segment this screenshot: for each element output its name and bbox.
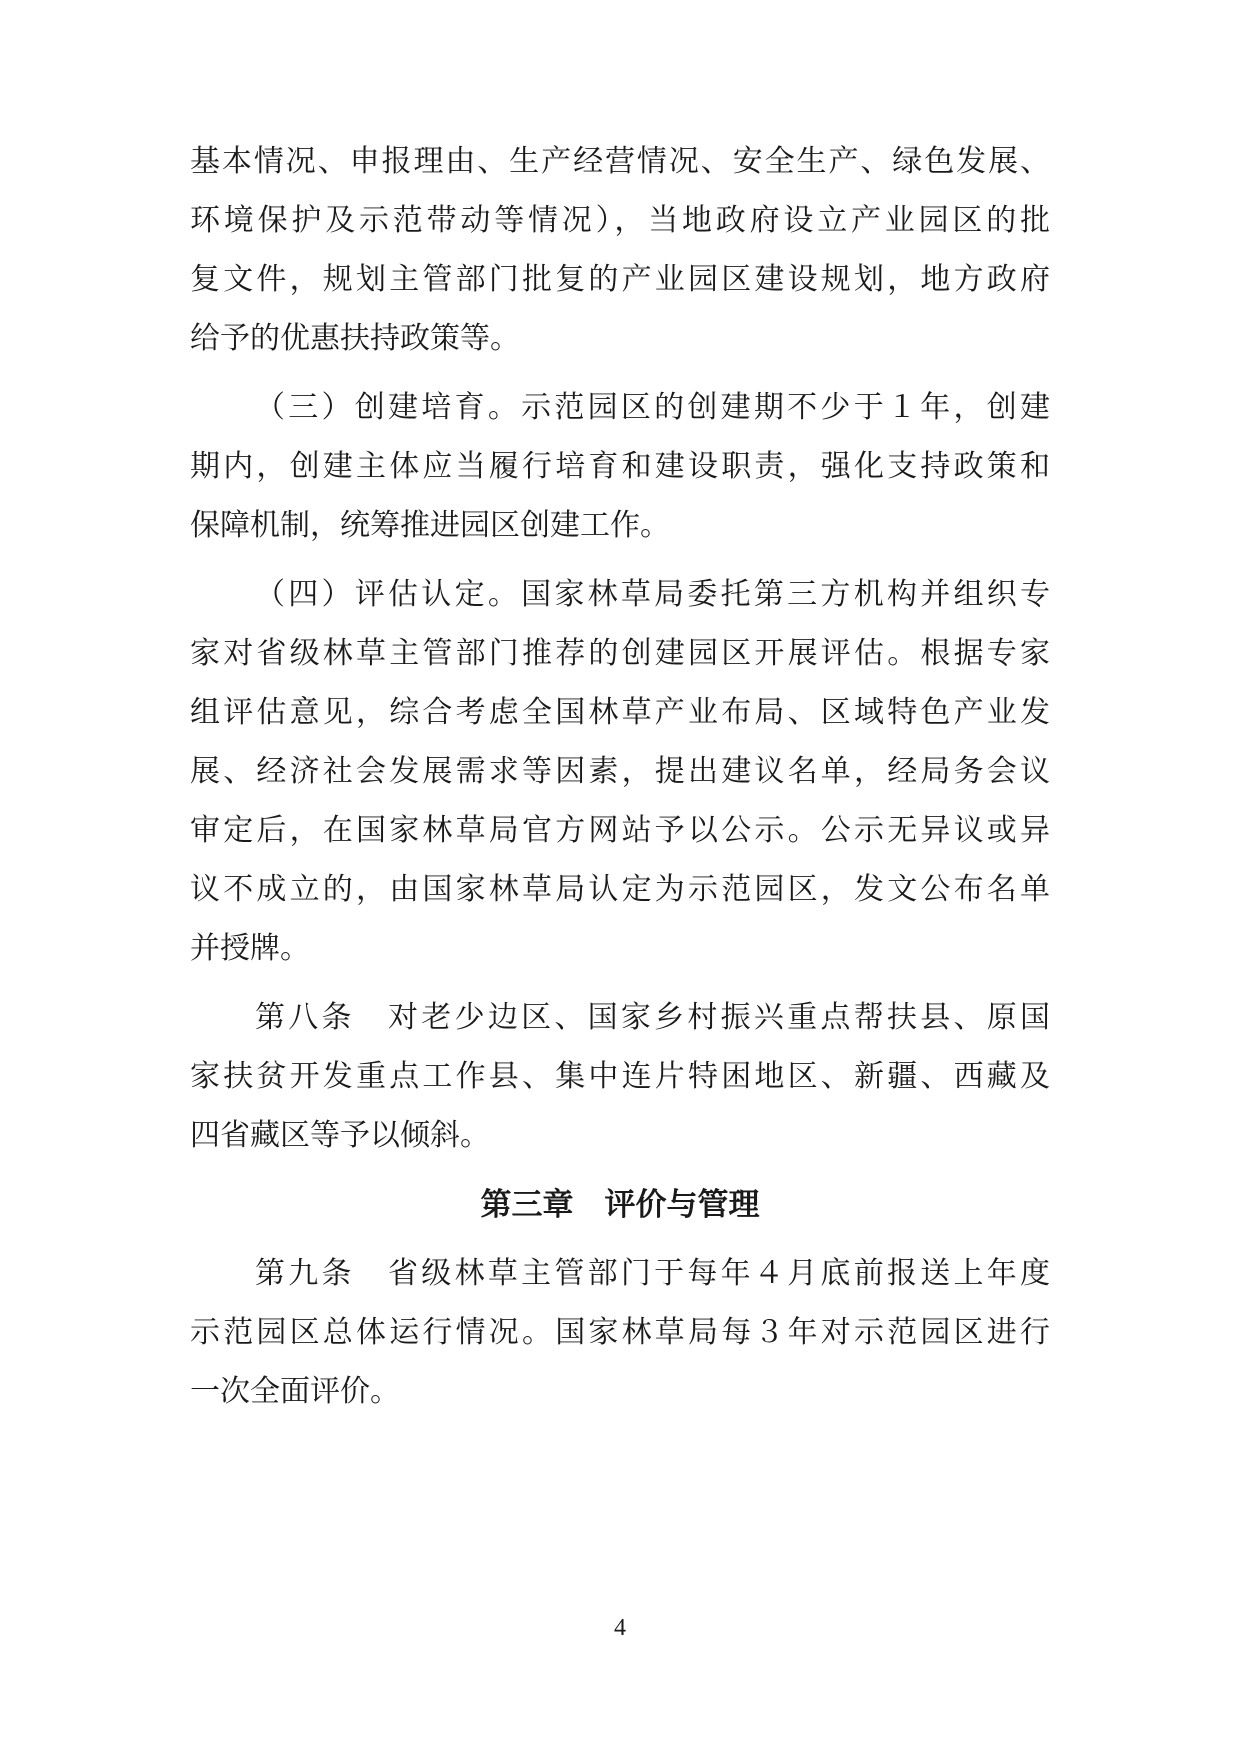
text-line: 并授牌。 [190, 931, 310, 966]
paragraph-first-line: （四）评估认定。国家林草局委托第三方机构并组织专 [255, 577, 1050, 612]
text-line: 组评估意见，综合考虑全国林草产业布局、区域特色产业发 [190, 695, 1050, 730]
text-line: 给予的优惠扶持政策等。 [190, 321, 520, 356]
text-line: 示范园区总体运行情况。国家林草局每３年对示范园区进行 [190, 1315, 1050, 1350]
text-line: 展、经济社会发展需求等因素，提出建议名单，经局务会议 [190, 754, 1050, 789]
paragraph-first-line: （三）创建培育。示范园区的创建期不少于１年，创建 [255, 390, 1050, 425]
text-line: 家扶贫开发重点工作县、集中连片特困地区、新疆、西藏及 [190, 1059, 1050, 1094]
text-line: 议不成立的，由国家林草局认定为示范园区，发文公布名单 [190, 872, 1050, 907]
text-line: 期内，创建主体应当履行培育和建设职责，强化支持政策和 [190, 449, 1050, 484]
article-8-first-line: 第八条 对老少边区、国家乡村振兴重点帮扶县、原国 [255, 1000, 1050, 1035]
page-number: 4 [614, 1615, 626, 1641]
text-line: 保障机制，统筹推进园区创建工作。 [190, 508, 670, 543]
chapter-heading: 第三章 评价与管理 [480, 1187, 760, 1223]
text-line: 基本情况、申报理由、生产经营情况、安全生产、绿色发展、 [190, 144, 1050, 179]
text-line: 环境保护及示范带动等情况），当地政府设立产业园区的批 [190, 203, 1050, 238]
text-line: 家对省级林草主管部门推荐的创建园区开展评估。根据专家 [190, 636, 1050, 671]
text-line: 审定后，在国家林草局官方网站予以公示。公示无异议或异 [190, 813, 1050, 848]
text-line: 四省藏区等予以倾斜。 [190, 1118, 490, 1153]
article-9-first-line: 第九条 省级林草主管部门于每年４月底前报送上年度 [255, 1256, 1050, 1291]
text-line: 一次全面评价。 [190, 1374, 400, 1409]
text-line: 复文件，规划主管部门批复的产业园区建设规划，地方政府 [190, 262, 1050, 297]
